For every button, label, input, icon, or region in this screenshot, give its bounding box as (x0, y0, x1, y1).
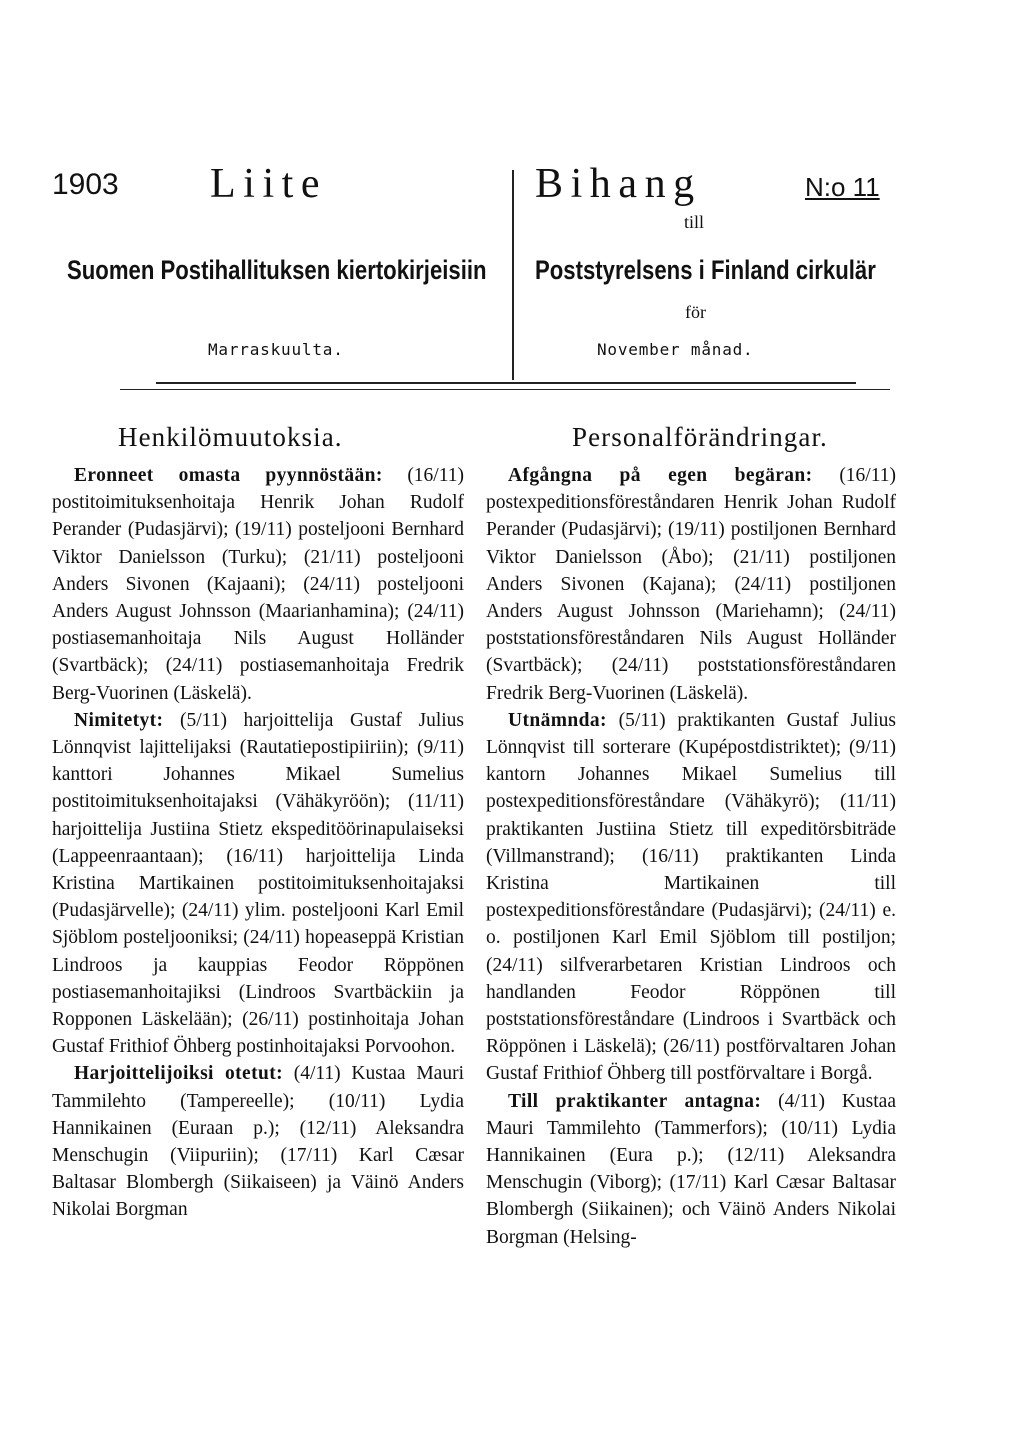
swedish-column (486, 462, 896, 1251)
swedish-heading: Personalförändringar. (572, 422, 828, 452)
swedish-month: November månad. (597, 340, 754, 359)
sv-body-resigned: (16/11) postexpeditionsföreståndaren Henrik Johan Rudolf Perander (Pudasjärvi); (19/11) postiljonen Bernhard Viktor Danielsson (Åbo); (21/11) postiljonen Anders Sivonen (Kajana); (24/11) postiljonen Anders August Johnsson (Mariehamn); (24/11) poststationsföreståndaren Nils August Holländer (Svartbäck); (24/11) poststationsföreståndaren Fredrik Berg-Vuorinen (Läskelä). (486, 465, 896, 704)
sv-paragraph-resigned (486, 462, 896, 707)
finnish-column (52, 462, 464, 1224)
fi-body-resigned: (16/11) postitoimituksenhoitaja Henrik Johan Rudolf Perander (Pudasjärvi); (19/11) posteljooni Bernhard Viktor Danielsson (Turku); (21/11) posteljooni Anders Sivonen (Kajaani); (24/11) posteljooni Anders August Johnsson (Maarianhamina); (24/11) postiasemanhoitaja Nils August Holländer (Svartbäck); (24/11) postiasemanhoitaja Fredrik Berg-Vuorinen (Läskelä). (52, 465, 464, 704)
fi-body-appointed: (5/11) harjoittelija Gustaf Julius Lönnqvist lajittelijaksi (Rautatiepostipiiriin); (9/11) kanttori Johannes Mikael Sumelius postitoimituksenhoitajaksi (Vähäkyröön); (11/11) harjoittelija Justiina Stietz ekspeditöörinapulaiseksi (Lappeenraantaan); (16/11) harjoittelija Linda Kristina Martikainen postitoimituksenhoitajaksi (Pudasjärvelle); (24/11) ylim. posteljooni Karl Emil Sjöblom posteljooniksi; (24/11) hopeaseppä Kristian Lindroos ja kauppias Feodor Röppönen postiasemanhoitajiksi (Lindroos Svartbäckiin ja Ropponen Läskelään); (26/11) postinhoitaja Johan Gustaf Frithiof Öhberg postinhoitajaksi Porvoohon. (52, 709, 464, 1058)
sv-body-trainees: (4/11) Kustaa Mauri Tammilehto (Tammerfors); (10/11) Lydia Hannikainen (Eura p.); (12/11) Aleksandra Menschugin (Viborg); (17/11) Karl Cæsar Baltasar Blombergh (Siikainen); och Väinö Anders Nikolai Borgman (Helsing- (486, 1090, 896, 1248)
sv-lead-resigned: Afgångna på egen begäran: (508, 465, 813, 486)
sv-body-appointed: (5/11) praktikanten Gustaf Julius Lönnqvist till sorterare (Kupépostdistriktet); (9/11) kantorn Johannes Mikael Sumelius till postexpeditionsföreståndare (Vähäkyrö); (11/11) praktikanten Justiina Stietz till expeditörsbiträde (Villmanstrand); (16/11) praktikanten Linda Kristina Martikainen till postexpeditionsföreståndare (Pudasjärvi); (24/11) e. o. postiljonen Karl Emil Sjöblom till postiljon; (24/11) silfverarbetaren Kristian Lindroos och handlanden Feodor Röppönen till poststationsföreståndare (Lindroos i Svartbäck och Röppönen i Läskelä); (26/11) postförvaltaren Johan Gustaf Frithiof Öhberg till postförvaltare i Borgå. (486, 709, 896, 1085)
for-label: för (685, 302, 706, 322)
fi-paragraph-appointed (52, 707, 464, 1061)
fi-lead-resigned: Eronneet omasta pyynnöstään: (74, 465, 383, 486)
fi-paragraph-trainees (52, 1060, 464, 1223)
swedish-subtitle: Poststyrelsens i Finland cirkulär (535, 255, 876, 285)
header-rule-bottom (120, 389, 890, 390)
issue-number: N:o 11 (805, 172, 880, 202)
fi-lead-appointed: Nimitetyt: (74, 709, 164, 731)
fi-paragraph-resigned (52, 462, 464, 707)
finnish-month: Marraskuulta. (208, 340, 344, 359)
fi-lead-trainees: Harjoittelijoiksi otetut: (74, 1063, 283, 1085)
column-divider (512, 170, 514, 380)
finnish-heading: Henkilömuutoksia. (118, 422, 343, 452)
finnish-subtitle: Suomen Postihallituksen kiertokirjeisiin (67, 255, 487, 285)
sv-paragraph-appointed (486, 707, 896, 1088)
fi-body-trainees: (4/11) Kustaa Mauri Tammilehto (Tampereelle); (10/11) Lydia Hannikainen (Euraan p.); (12/11) Aleksandra Menschugin (Viipuriin); (17/11) Karl Cæsar Baltasar Blombergh (Siikaiseen) ja Väinö Anders Nikolai Borgman (52, 1063, 464, 1221)
sv-lead-appointed: Utnämnda: (508, 709, 607, 731)
sv-lead-trainees: Till praktikanter antagna: (508, 1090, 762, 1112)
header-rule-top (156, 382, 856, 384)
bihang-title: Bihang (535, 161, 702, 207)
year-label: 1903 (52, 168, 119, 201)
sv-paragraph-trainees (486, 1088, 896, 1251)
liite-title: Liite (210, 161, 328, 207)
till-label: till (684, 212, 705, 232)
